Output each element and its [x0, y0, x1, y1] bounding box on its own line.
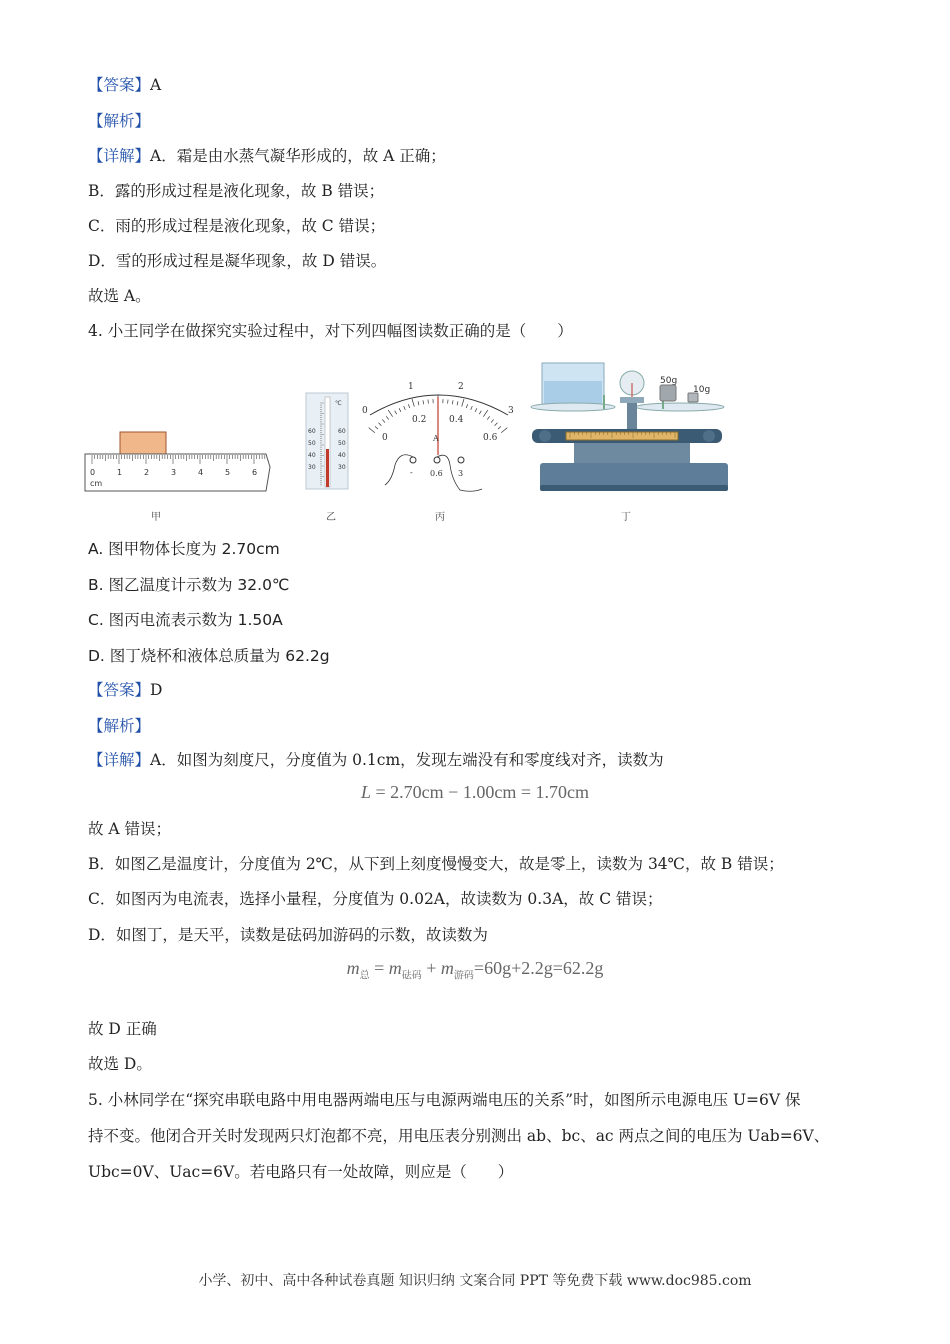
- ammeter-tick-mark: [475, 408, 477, 412]
- thermo-unit: ℃: [335, 400, 342, 407]
- ammeter-tick-mark: [379, 423, 382, 426]
- option-a: A. 图甲物体长度为 2.70cm: [88, 540, 280, 558]
- ammeter-tick-mark: [386, 416, 388, 419]
- detail-label: 【详解】: [88, 751, 151, 769]
- answer-value: D: [150, 681, 163, 699]
- caption-ding: 丁: [621, 512, 631, 523]
- balance-figure: [531, 363, 728, 491]
- thermometer-figure: [306, 393, 348, 489]
- option-d: D. 图丁烧杯和液体总质量为 62.2g: [88, 647, 330, 665]
- question-4-figure: [80, 355, 740, 525]
- detail-4-a: [88, 749, 664, 771]
- ammeter-bottom-3: 0.6: [483, 433, 498, 443]
- detail-4-choice: 故选 D。: [88, 1055, 152, 1073]
- thermo-tick-50-r: 50: [338, 440, 346, 447]
- ammeter-tick-mark: [501, 428, 507, 433]
- weight-50g-label: 50g: [660, 376, 678, 386]
- ammeter-tick-mark: [369, 428, 375, 433]
- ammeter-tick-mark: [495, 423, 498, 426]
- ammeter-top-2: 2: [458, 382, 464, 392]
- question-5-line1: 5. 小林同学在“探究串联电路中用电器两端电压与电源两端电压的关系”时，如图所示电源电压 U=6V 保: [88, 1091, 801, 1109]
- answer-value: A: [150, 76, 162, 94]
- ammeter-tick-mark: [418, 401, 419, 405]
- formula-var-l: L: [361, 782, 372, 802]
- ammeter-tick-mark: [408, 404, 409, 408]
- detail-3-d: D．雪的形成过程是凝华现象，故 D 错误。: [88, 252, 387, 270]
- ammeter-tick-mark: [491, 419, 494, 422]
- terminal-3: 3: [458, 469, 464, 478]
- ammeter-bottom-0: 0: [382, 433, 388, 443]
- terminal-minus: -: [410, 468, 413, 477]
- caption-yi: 乙: [326, 512, 336, 523]
- ammeter-tick-mark: [412, 399, 414, 407]
- ruler-tick-6: 6: [252, 468, 258, 477]
- ammeter-tick-mark: [388, 410, 392, 417]
- sub-total: 总: [359, 970, 370, 982]
- ammeter-tick-mark: [423, 400, 424, 404]
- ammeter-tick-mark: [399, 408, 401, 412]
- ammeter-symbol: A: [433, 434, 439, 443]
- caption-jia: 甲: [151, 512, 161, 523]
- thermo-tick-30: 30: [308, 464, 316, 471]
- answer-4: [88, 679, 162, 701]
- ruler-tick-5: 5: [225, 468, 231, 477]
- thermo-tick-60-r: 60: [338, 428, 346, 435]
- ammeter-tick-mark: [498, 426, 501, 429]
- ruler-tick-0: 0: [90, 468, 96, 477]
- ammeter-tick-mark: [452, 400, 453, 404]
- weight-10g-label: 10g: [693, 385, 711, 395]
- question-5-line3: Ubc=0V、Uac=6V。若电路只有一处故障，则应是（ ）: [88, 1163, 514, 1181]
- ruler-figure: [85, 432, 270, 491]
- thermometer-liquid: [326, 449, 329, 487]
- detail-text: A．霜是由水蒸气凝华形成的，故 A 正确；: [150, 147, 446, 165]
- ruler-unit: cm: [90, 479, 103, 488]
- answer-label: 【答案】: [88, 76, 151, 94]
- sub-weights: 砝码: [401, 970, 422, 982]
- detail-3-a: [88, 145, 446, 167]
- ruler-tick-2: 2: [144, 468, 150, 477]
- ammeter-top-3: 3: [508, 406, 514, 416]
- page-footer: 小学、初中、高中各种试卷真题 知识归纳 文案合同 PPT 等免费下载 www.doc985.com: [198, 1273, 752, 1289]
- analysis-4: 【解析】: [88, 717, 151, 735]
- detail-3-choice: 故选 A。: [88, 287, 151, 305]
- ammeter-tick-mark: [483, 410, 487, 417]
- ammeter-tick-mark: [457, 401, 458, 405]
- detail-4-f: 故 D 正确: [88, 1020, 157, 1038]
- sub-rider: 游码: [453, 970, 474, 982]
- ammeter-tick-mark: [466, 404, 467, 408]
- analysis-3: 【解析】: [88, 112, 151, 130]
- detail-3-c: C．雨的形成过程是液化现象，故 C 错误；: [88, 217, 386, 235]
- formula-rest: = 2.70cm − 1.00cm = 1.70cm: [371, 782, 589, 802]
- question-5-line2: 持不变。他闭合开关时发现两只灯泡都不亮，用电压表分别测出 ab、bc、ac 两点之间的电压为 Uab=6V、: [88, 1127, 830, 1145]
- detail-4-c: B．如图乙是温度计，分度值为 2℃，从下到上刻度慢慢变大，故是零上，读数为 34℃，故 B 错误；: [88, 855, 784, 873]
- option-c: C. 图丙电流表示数为 1.50A: [88, 611, 283, 629]
- wood-block: [120, 432, 166, 454]
- ammeter-tick-mark: [382, 419, 385, 422]
- ammeter-bottom-2: 0.4: [449, 415, 464, 425]
- ammeter-tick-mark: [462, 399, 464, 407]
- ammeter-top-1: 1: [408, 382, 414, 392]
- caption-bing: 丙: [435, 512, 445, 523]
- answer-3: [88, 74, 161, 96]
- ammeter-tick-mark: [404, 406, 406, 410]
- ammeter-tick-mark: [375, 426, 378, 429]
- ammeter-tick-mark: [479, 411, 481, 414]
- ammeter-tick-mark: [487, 416, 489, 419]
- detail-4-b: 故 A 错误；: [88, 820, 172, 838]
- ammeter-bottom-1: 0.2: [412, 415, 427, 425]
- detail-4-d: C．如图丙为电流表，选择小量程，分度值为 0.02A，故读数为 0.3A，故 C 错误；: [88, 890, 663, 908]
- formula-m-rider: m: [440, 958, 454, 978]
- terminal-06: 0.6: [430, 469, 443, 478]
- option-b: B. 图乙温度计示数为 32.0℃: [88, 576, 290, 594]
- ruler-tick-1: 1: [117, 468, 123, 477]
- thermo-tick-40: 40: [308, 452, 316, 459]
- detail-3-b: B．露的形成过程是液化现象，故 B 错误；: [88, 182, 385, 200]
- weight-50g: [660, 385, 676, 401]
- thermo-tick-60: 60: [308, 428, 316, 435]
- detail-4-e: D．如图丁，是天平，读数是砝码加游码的示数，故读数为: [88, 926, 488, 944]
- ammeter-tick-mark: [395, 411, 397, 414]
- formula-m-total: m: [346, 958, 360, 978]
- ammeter-figure: [362, 382, 514, 491]
- ruler-tick-4: 4: [198, 468, 204, 477]
- ruler-tick-3: 3: [171, 468, 177, 477]
- formula-mass-rest: =60g+2.2g=62.2g: [473, 958, 604, 978]
- ammeter-top-0: 0: [362, 406, 368, 416]
- ammeter-tick-mark: [471, 406, 473, 410]
- formula-mass: [0, 958, 950, 982]
- detail-label: 【详解】: [88, 147, 151, 165]
- formula-plus: +: [421, 958, 441, 978]
- thermo-tick-40-r: 40: [338, 452, 346, 459]
- thermo-tick-30-r: 30: [338, 464, 346, 471]
- formula-length: [0, 782, 950, 803]
- formula-eq: =: [369, 958, 389, 978]
- question-4-stem: 4. 小王同学在做探究实验过程中，对下列四幅图读数正确的是（ ）: [88, 322, 573, 340]
- answer-label: 【答案】: [88, 681, 151, 699]
- thermo-tick-50: 50: [308, 440, 316, 447]
- detail-text: A．如图为刻度尺，分度值为 0.1cm，发现左端没有和零度线对齐，读数为: [150, 751, 664, 769]
- formula-m-weights: m: [388, 958, 402, 978]
